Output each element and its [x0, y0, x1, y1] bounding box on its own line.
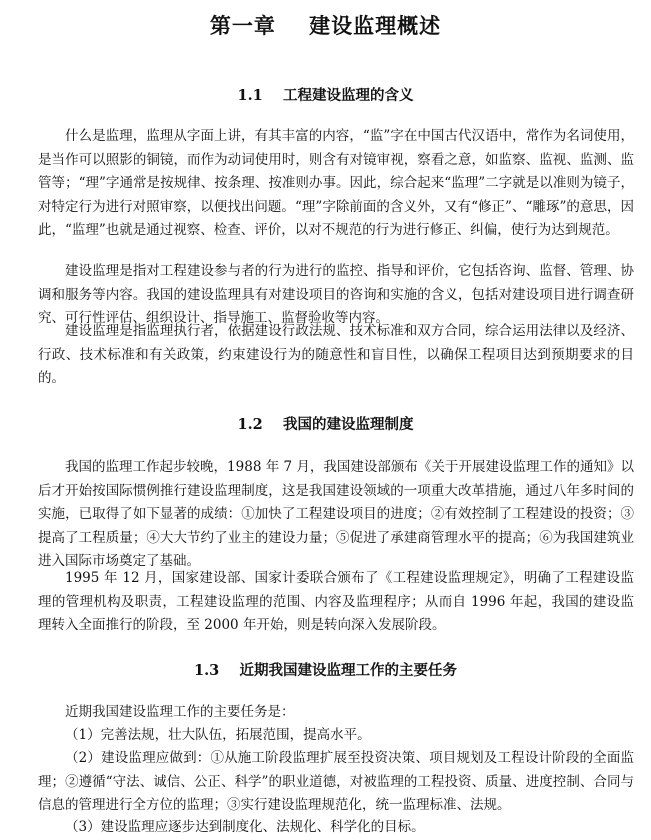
paragraph: 1995 年 12 月，国家建设部、国家计委联合颁布了《工程建设监理规定》，明确了工程建设监理的管理机构及职责，工程建设监理的范围、内容及监理程序；从而自 1996 年起，我国的建设监理转入全面推行的阶段，至 2000 年开始，则是转向深入发展阶段。 [38, 570, 634, 633]
chapter-title: 第一章 建设监理概述 [209, 14, 442, 38]
paragraph: 近期我国建设监理工作的主要任务是： [65, 704, 295, 720]
section-title-1-1: 1.1 工程建设监理的含义 [237, 87, 414, 104]
paragraph: 什么是监理，监理从字面上讲，有其丰富的内容，“监”字在中国古代汉语中，常作为名词使用，是当作可以照影的铜镜，而作为动词使用时，则含有对镜审视，察看之意，如监察、监视、监测、监管等；“理”字通常是按规律、按条理、按准则办事。因此，综合起来“监理”二字就是以准则为镜子，对特定行为进行对照审察，以便找出问题。“理”字除前面的含义外，又有“修正”、“雕琢”的意思，因此，“监理”也就是通过视察、检查、评价，以对不规范的行为进行修正、纠偏，使行为达到规范。 [38, 128, 634, 238]
list-item: （1）完善法规，壮大队伍，拓展范围，提高水平。 [65, 727, 371, 743]
section-title-1-2: 1.2 我国的建设监理制度 [237, 416, 414, 433]
paragraph: 建设监理是指对工程建设参与者的行为进行的监控、指导和评价，它包括咨询、监督、管理、协调和服务等内容。我国的建设监理具有对建设项目的咨询和实施的含义，包括对建设项目进行调查研究、可行性评估、组织设计、指导施工、监督验收等内容。 [38, 263, 634, 326]
paragraph: 我国的监理工作起步较晚，1988 年 7 月，我国建设部颁布《关于开展建设监理工作的通知》以后才开始按国际惯例推行建设监理制度，这是我国建设领域的一项重大改革措施，通过八年多时间的实施，已取得了如下显著的成绩：①加快了工程建设项目的进度；②有效控制了工程建设的投资；③提高了工程质量；④大大节约了业主的建设力量；⑤促进了承建商管理水平的提高；⑥为我国建筑业进入国际市场奠定了基础。 [38, 459, 634, 569]
paragraph: 建设监理是指监理执行者，依据建设行政法规、技术标准和双方合同，综合运用法律以及经济、行政、技术标准和有关政策，约束建设行为的随意性和盲目性，以确保工程项目达到预期要求的目的。 [38, 323, 634, 386]
list-item: （2）建设监理应做到：①从施工阶段监理扩展至投资决策、项目规划及工程设计阶段的全面监理；②遵循“守法、诚信、公正、科学”的职业道德，对被监理的工程投资、质量、进度控制、合同与信息的管理进行全方位的监理；③实行建设监理规范化，统一监理标准、法规。 [38, 750, 634, 813]
section-title-1-3: 1.3 近期我国建设监理工作的主要任务 [194, 662, 457, 679]
list-item: （3）建设监理应逐步达到制度化、法规化、科学化的目标。 [65, 819, 425, 835]
